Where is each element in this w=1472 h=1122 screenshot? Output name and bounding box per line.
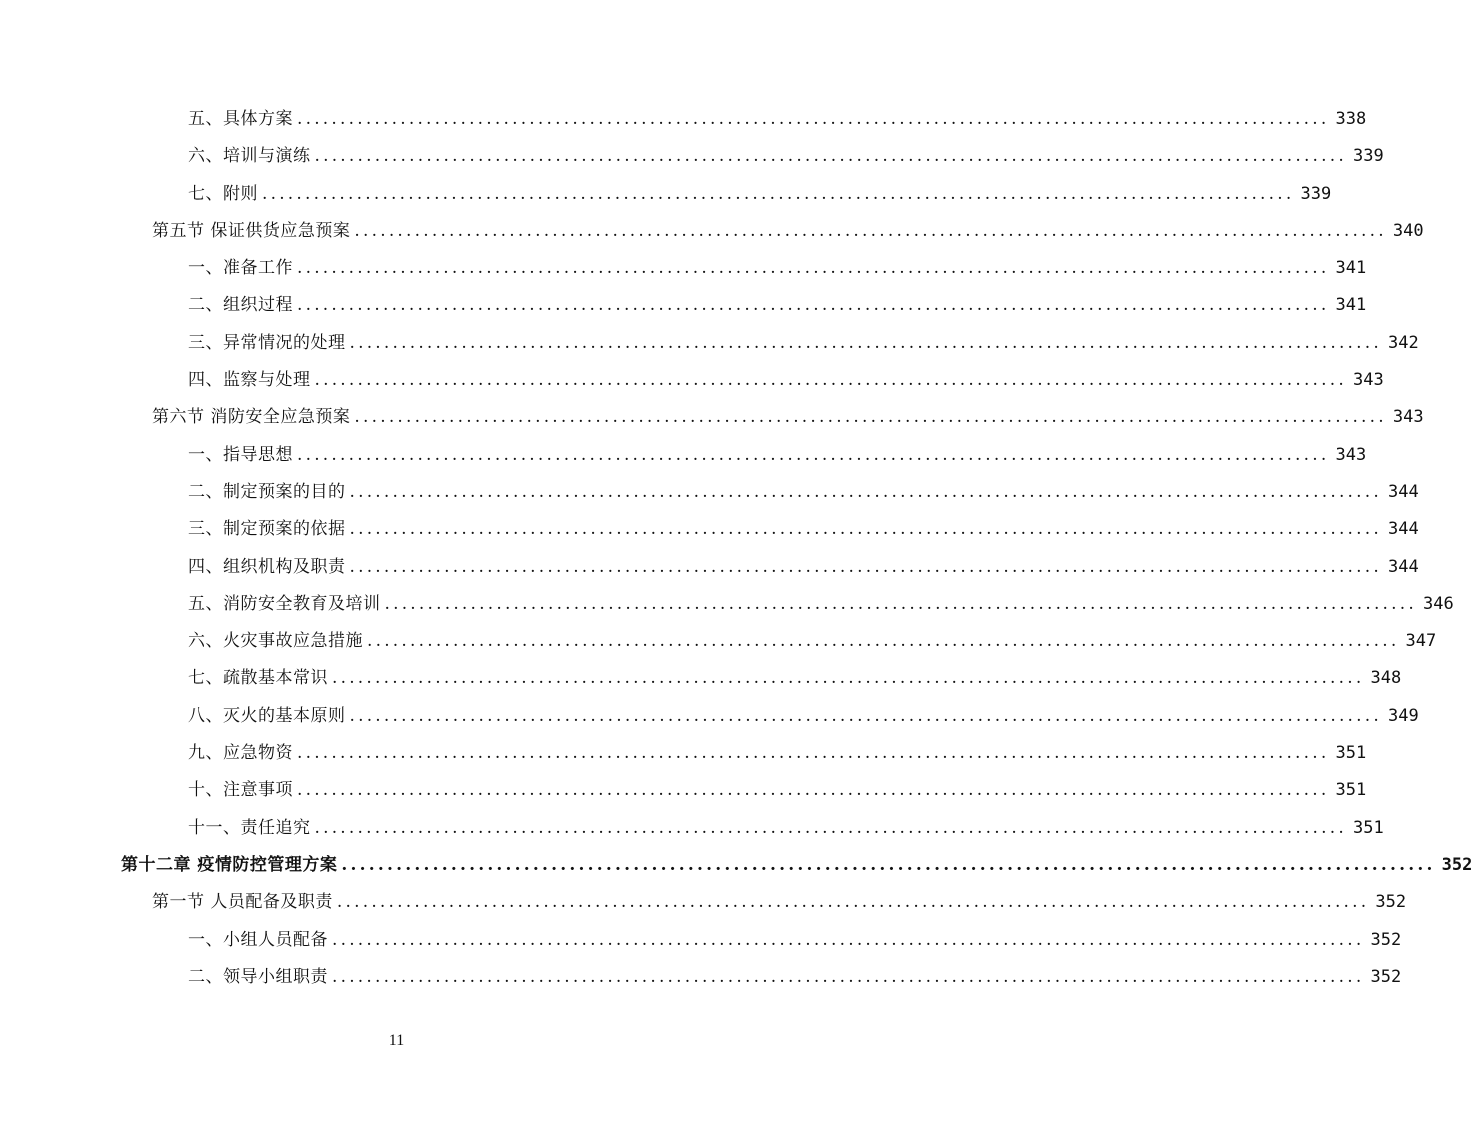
toc-entry-label: 三、制定预案的依据: [188, 519, 346, 540]
toc-entry-label: 四、监察与处理: [188, 370, 311, 391]
toc-entry[interactable]: [0, 922, 1402, 959]
toc-entry-label: 第五节 保证供货应急预案: [152, 220, 351, 241]
toc-entry-page: 341: [1335, 258, 1367, 279]
dot-leader: ........................................................................................................................: [349, 705, 1382, 726]
toc-entry[interactable]: [0, 474, 1419, 511]
toc-entry[interactable]: [0, 884, 1407, 921]
toc-entry[interactable]: [0, 362, 1384, 399]
dot-leader: ........................................................................................................................: [297, 109, 1330, 129]
toc-entry-page: 339: [1352, 146, 1384, 167]
dot-leader: ........................................................................................................................: [341, 854, 1436, 875]
toc-entry-label: 五、消防安全教育及培训: [188, 593, 381, 614]
toc-entry[interactable]: [0, 101, 1367, 138]
toc-entry[interactable]: [0, 735, 1367, 772]
toc-entry-label: 第六节 消防安全应急预案: [152, 407, 351, 428]
dot-leader: ........................................................................................................................: [297, 295, 1330, 316]
dot-leader: ........................................................................................................................: [297, 444, 1330, 465]
dot-leader: ........................................................................................................................: [297, 780, 1330, 801]
dot-leader: ........................................................................................................................: [354, 407, 1387, 428]
toc-entry-label: 六、培训与演练: [188, 146, 311, 167]
toc-entry-label: 三、异常情况的处理: [188, 332, 346, 353]
toc-entry-page: 344: [1387, 556, 1419, 577]
toc-entry[interactable]: [0, 511, 1419, 548]
toc-entry-page: 343: [1392, 407, 1424, 428]
toc-entry[interactable]: [0, 660, 1402, 697]
dot-leader: ........................................................................................................................: [349, 332, 1382, 353]
dot-leader: ........................................................................................................................: [384, 593, 1417, 614]
table-of-contents: [0, 101, 1472, 996]
toc-entry-page: 338: [1335, 109, 1367, 129]
toc-entry[interactable]: [0, 138, 1384, 175]
dot-leader: ........................................................................................................................: [297, 258, 1330, 279]
toc-entry-label: 六、火灾事故应急措施: [188, 631, 363, 652]
dot-leader: ........................................................................................................................: [332, 929, 1365, 950]
toc-entry-page: 352: [1370, 929, 1402, 950]
dot-leader: ........................................................................................................................: [367, 631, 1400, 652]
toc-entry-label: 十一、责任追究: [188, 817, 311, 838]
dot-leader: ........................................................................................................................: [314, 146, 1347, 167]
page-number: 11: [388, 1032, 405, 1049]
toc-entry[interactable]: [0, 698, 1419, 735]
dot-leader: ........................................................................................................................: [354, 220, 1387, 241]
dot-leader: ........................................................................................................................: [349, 481, 1382, 502]
toc-entry[interactable]: [0, 549, 1419, 586]
toc-entry-page: 342: [1387, 332, 1419, 353]
toc-entry[interactable]: [0, 810, 1384, 847]
toc-entry[interactable]: [0, 399, 1424, 436]
toc-entry-label: 二、组织过程: [188, 295, 293, 316]
toc-entry-page: 344: [1387, 519, 1419, 540]
toc-entry-page: 343: [1352, 370, 1384, 391]
toc-entry-label: 七、疏散基本常识: [188, 668, 328, 689]
dot-leader: ........................................................................................................................: [297, 743, 1330, 764]
toc-entry-page: 343: [1335, 444, 1367, 465]
dot-leader: ........................................................................................................................: [262, 183, 1295, 204]
dot-leader: ........................................................................................................................: [314, 817, 1347, 838]
toc-entry-label: 一、小组人员配备: [188, 929, 328, 950]
dot-leader: ........................................................................................................................: [349, 556, 1382, 577]
toc-entry-label: 一、准备工作: [188, 258, 293, 279]
toc-entry-page: 341: [1335, 295, 1367, 316]
toc-entry-page: 351: [1352, 817, 1384, 838]
toc-entry[interactable]: [0, 325, 1419, 362]
toc-entry-page: 352: [1441, 854, 1472, 875]
toc-entry-label: 一、指导思想: [188, 444, 293, 465]
toc-entry-page: 344: [1387, 481, 1419, 502]
toc-entry[interactable]: [0, 250, 1367, 287]
toc-entry-label: 五、具体方案: [188, 109, 293, 129]
dot-leader: ........................................................................................................................: [314, 370, 1347, 391]
dot-leader: ........................................................................................................................: [332, 966, 1365, 987]
toc-entry-page: 351: [1335, 743, 1367, 764]
toc-entry-page: 349: [1387, 705, 1419, 726]
toc-entry-page: 352: [1370, 966, 1402, 987]
toc-entry-label: 七、附则: [188, 183, 258, 204]
toc-entry[interactable]: [0, 772, 1367, 809]
toc-entry-label: 九、应急物资: [188, 743, 293, 764]
toc-entry[interactable]: [0, 623, 1437, 660]
dot-leader: ........................................................................................................................: [336, 892, 1370, 913]
toc-entry-label: 八、灭火的基本原则: [188, 705, 346, 726]
dot-leader: ........................................................................................................................: [332, 668, 1365, 689]
toc-entry-label: 十、注意事项: [188, 780, 293, 801]
dot-leader: ........................................................................................................................: [349, 519, 1382, 540]
toc-entry-label: 二、领导小组职责: [188, 966, 328, 987]
toc-entry-page: 352: [1375, 892, 1407, 913]
toc-entry-page: 346: [1422, 593, 1454, 614]
toc-entry-page: 339: [1300, 183, 1332, 204]
toc-entry[interactable]: [0, 959, 1402, 996]
toc-entry-page: 347: [1405, 631, 1437, 652]
toc-entry[interactable]: [0, 437, 1367, 474]
toc-entry-page: 351: [1335, 780, 1367, 801]
toc-entry-label: 二、制定预案的目的: [188, 481, 346, 502]
toc-entry[interactable]: [0, 287, 1367, 324]
toc-entry[interactable]: [0, 586, 1454, 623]
toc-entry[interactable]: [0, 213, 1424, 250]
toc-entry-page: 340: [1392, 220, 1424, 241]
toc-entry-page: 348: [1370, 668, 1402, 689]
toc-entry-label: 四、组织机构及职责: [188, 556, 346, 577]
toc-entry-label: 第一节 人员配备及职责: [152, 892, 333, 913]
toc-entry-label: 第十二章 疫情防控管理方案: [121, 854, 338, 875]
toc-entry[interactable]: [0, 847, 1472, 884]
toc-entry[interactable]: [0, 176, 1332, 213]
